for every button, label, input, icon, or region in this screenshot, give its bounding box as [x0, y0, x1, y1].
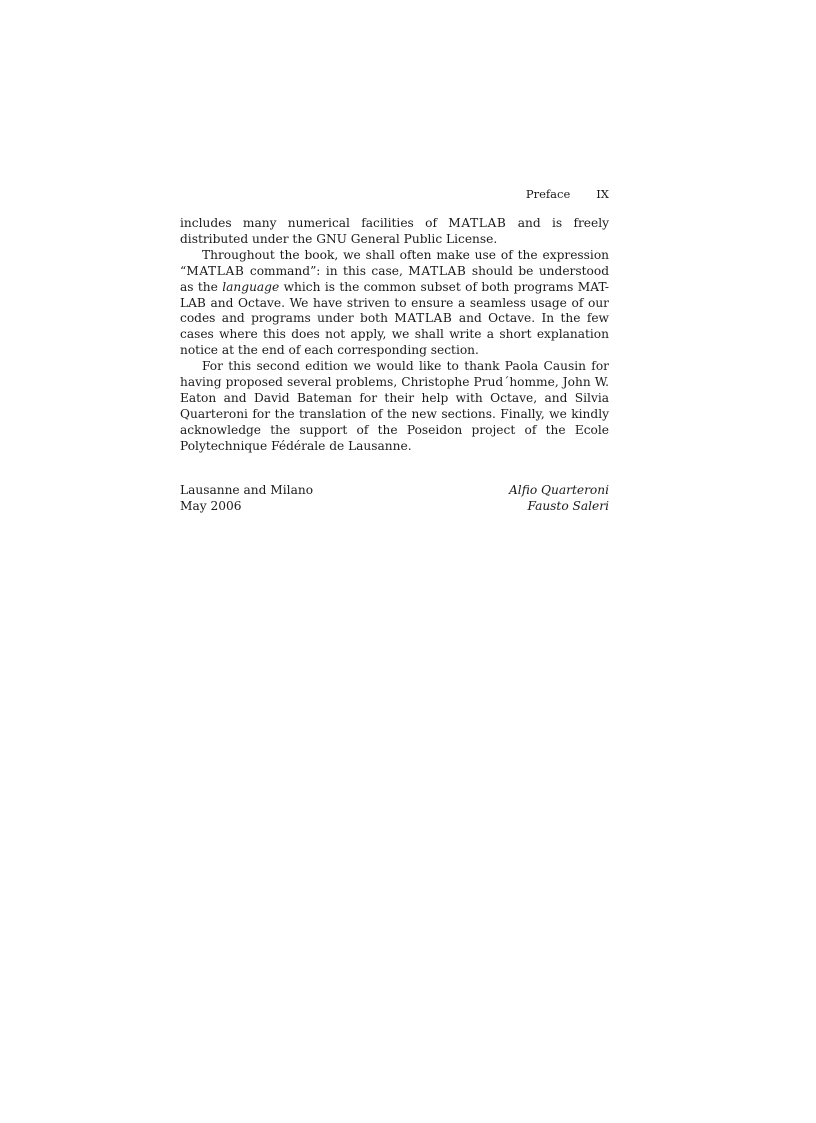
- signoff-place: Lausanne and Milano: [180, 483, 314, 497]
- signoff-date: May 2006: [180, 499, 242, 513]
- running-head: [526, 186, 609, 202]
- page-number: IX: [596, 187, 609, 201]
- paragraph-3: For this second edition we would like to thank Paola Causin for having proposed several problems, Christophe Prud´homme, John W. Eaton and David Bateman for their help with Octave, and Silvia Quarteroni for the translation of the new sections. Finally, we kindly acknowledge the support of the Poseidon project of the Ecole Polytechnique Fédérale de Lausanne.: [180, 359, 609, 453]
- signoff-row-1: [180, 482, 609, 498]
- preface-body: [180, 216, 609, 455]
- author-name: Fausto Saleri: [527, 499, 609, 513]
- paragraph-1: includes many numerical facilities of MATLAB and is freely distributed under the GNU General Public License.: [180, 216, 609, 246]
- running-head-section: Preface: [525, 187, 571, 201]
- matlab-term: MATLAB: [186, 263, 245, 278]
- signoff-row-2: [180, 498, 609, 514]
- matlab-term: MATLAB: [408, 263, 467, 278]
- author-name: Alfio Quarteroni: [509, 483, 609, 497]
- matlab-term: MATLAB: [394, 311, 453, 326]
- emphasis-language: language: [222, 279, 280, 294]
- paragraph-2: Throughout the book, we shall often make use of the expression “MATLAB command”: in this case, MATLAB should be understood as the language which is the common subset of both programs MAT-LAB and Octave. We have striven to ensure a seamless usage of our codes and programs under both MATLAB and Octave. In the few cases where this does not apply, we shall write a short explanation notice at the end of each corresponding section.: [180, 247, 609, 358]
- signoff: [180, 482, 609, 514]
- matlab-term: MATLAB: [448, 216, 507, 230]
